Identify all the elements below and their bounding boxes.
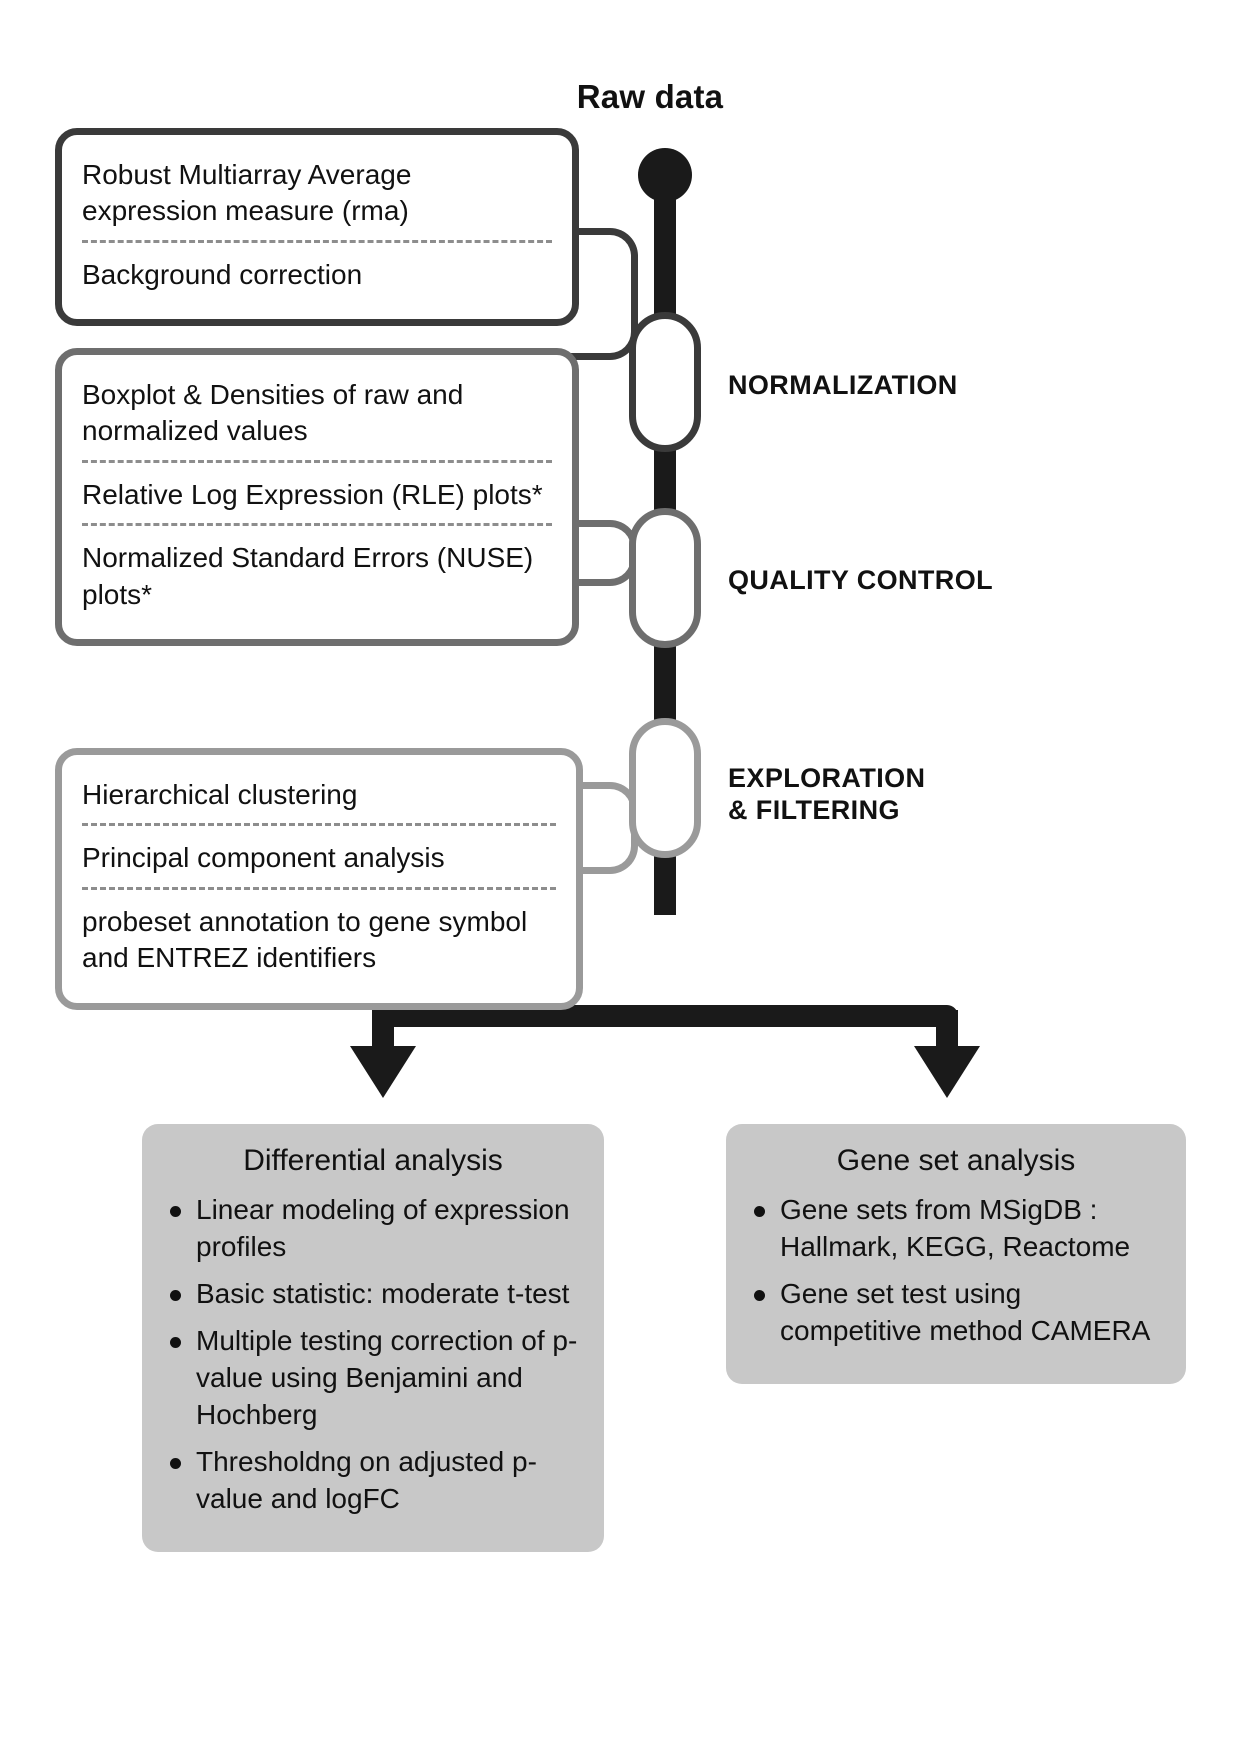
group-item: Background correction bbox=[82, 240, 552, 303]
list-item: Thresholdng on adjusted p-value and logFC bbox=[162, 1444, 584, 1518]
list-item: Gene sets from MSigDB : Hallmark, KEGG, Reactome bbox=[746, 1192, 1166, 1266]
list-item: Multiple testing correction of p-value using Benjamini and Hochberg bbox=[162, 1323, 584, 1434]
group-item: Hierarchical clustering bbox=[82, 779, 358, 810]
list-item: Linear modeling of expression profiles bbox=[162, 1192, 584, 1266]
flow-split-right-stem bbox=[936, 1010, 958, 1050]
panel-title: Differential analysis bbox=[243, 1144, 503, 1177]
stage-label-quality-control: QUALITY CONTROL bbox=[728, 565, 993, 595]
raw-data-label: Raw data bbox=[576, 78, 724, 115]
flow-split-left-stem bbox=[372, 1010, 394, 1050]
group-item: Normalized Standard Errors (NUSE) plots* bbox=[82, 523, 552, 623]
group-item: Principal component analysis bbox=[82, 823, 556, 886]
group-item: Relative Log Expression (RLE) plots* bbox=[82, 460, 552, 523]
stage-node-normalization bbox=[629, 312, 701, 452]
panel-bullet-list bbox=[746, 1192, 1166, 1350]
group-item: Robust Multiarray Average expression measure (rma) bbox=[82, 159, 412, 227]
stage-node-quality-control bbox=[629, 508, 701, 648]
list-item: Basic statistic: moderate t-test bbox=[162, 1276, 584, 1313]
output-panel-gene-set-analysis bbox=[726, 1124, 1186, 1384]
stage-label-normalization: NORMALIZATION bbox=[728, 370, 958, 400]
stage-node-exploration-filtering bbox=[629, 718, 701, 858]
group-box-normalization bbox=[55, 128, 579, 326]
group-box-quality-control bbox=[55, 348, 579, 646]
output-panel-differential-analysis bbox=[142, 1124, 604, 1552]
panel-bullet-list bbox=[162, 1192, 584, 1518]
arrow-down-right-icon bbox=[914, 1046, 980, 1098]
arrow-down-left-icon bbox=[350, 1046, 416, 1098]
group-box-exploration-filtering bbox=[55, 748, 583, 1010]
group-item: probeset annotation to gene symbol and ENTREZ identifiers bbox=[82, 887, 556, 987]
group-item: Boxplot & Densities of raw and normalized values bbox=[82, 379, 464, 447]
list-item: Gene set test using competitive method CAMERA bbox=[746, 1276, 1166, 1350]
panel-title: Gene set analysis bbox=[836, 1144, 1076, 1177]
stage-label-exploration-filtering: EXPLORATION & FILTERING bbox=[728, 763, 926, 825]
